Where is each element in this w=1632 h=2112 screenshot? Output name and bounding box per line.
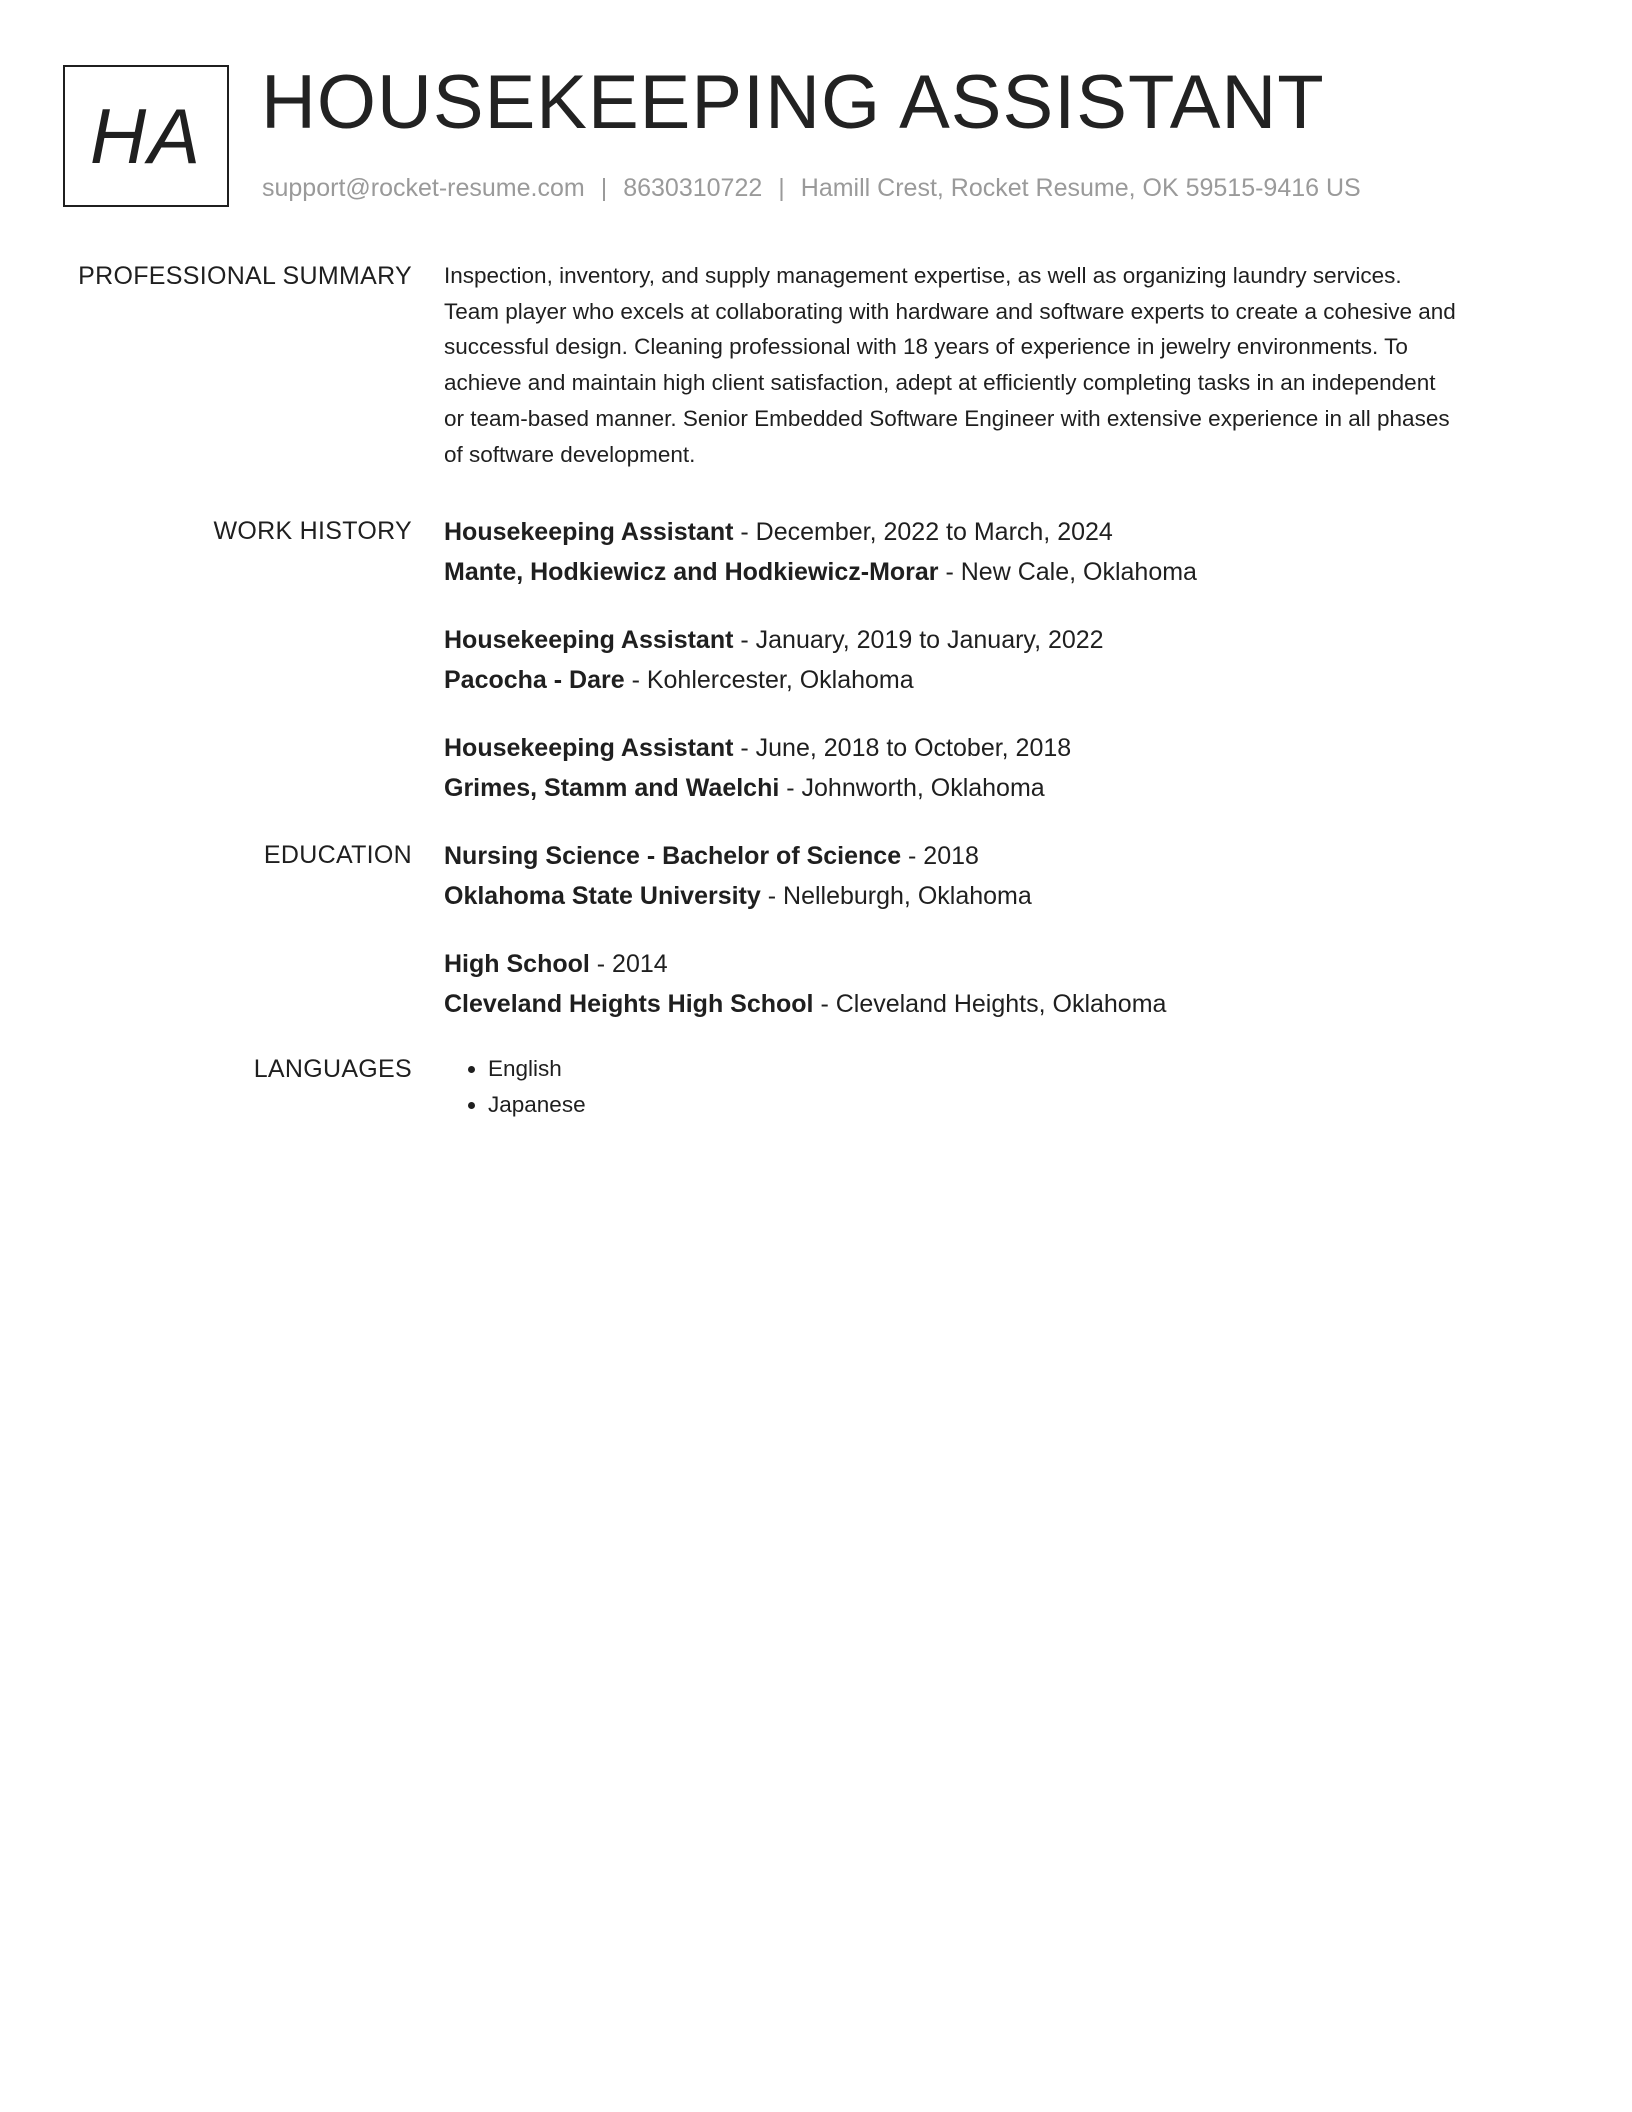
summary-line: Inspection, inventory, and supply management expertise, as well as organizing laundry services.: [444, 263, 1402, 288]
section-languages: [63, 1051, 1563, 1122]
resume-title: HOUSEKEEPING ASSISTANT: [261, 60, 1325, 145]
education-school-line: [444, 985, 1556, 1025]
summary-body: [444, 258, 1556, 472]
job-company-line: [444, 661, 1556, 701]
job-entry: [444, 729, 1556, 808]
education-school: Oklahoma State University: [444, 881, 761, 910]
education-school: Cleveland Heights High School: [444, 989, 814, 1018]
job-title-line: [444, 621, 1556, 661]
job-location: - New Cale, Oklahoma: [938, 557, 1197, 586]
languages-body: [444, 1051, 1556, 1122]
education-entry: [444, 945, 1556, 1024]
summary-line: achieve and maintain high client satisfaction, adept at efficiently completing tasks in an independent: [444, 370, 1436, 396]
language-item: • Japanese: [488, 1087, 1556, 1123]
job-location: - Johnworth, Oklahoma: [779, 773, 1045, 802]
contact-line: [262, 173, 1361, 203]
job-entry: [444, 513, 1556, 592]
job-entry: [444, 621, 1556, 700]
contact-email: support@rocket-resume.com: [262, 174, 585, 202]
summary-line: or team-based manner. Senior Embedded Software Engineer with extensive experience in all phases: [444, 405, 1450, 431]
education-year: - 2018: [901, 842, 979, 871]
summary-paragraph: [444, 258, 1556, 472]
section-label: PROFESSIONAL SUMMARY: [78, 262, 412, 290]
education-location: - Nelleburgh, Oklahoma: [760, 881, 1032, 910]
job-title: Housekeeping Assistant: [444, 626, 734, 655]
job-title: Housekeeping Assistant: [444, 734, 734, 763]
education-degree-line: [444, 837, 1556, 877]
resume-header: [63, 60, 1592, 215]
contact-separator: |: [600, 174, 608, 202]
job-company: Grimes, Stamm and Waelchi: [444, 773, 780, 802]
education-degree: High School: [444, 950, 590, 979]
job-title-line: [444, 513, 1556, 553]
languages-list: [444, 1051, 1556, 1122]
section-label: LANGUAGES: [253, 1055, 412, 1084]
summary-line: of software development.: [444, 441, 696, 467]
work-history-body: [444, 513, 1556, 808]
job-location: - Kohlercester, Oklahoma: [624, 665, 914, 694]
language-item: • English: [488, 1051, 1556, 1087]
monogram-initials: HA: [89, 92, 203, 180]
section-work-history: [63, 513, 1563, 808]
job-dates: - June, 2018 to October, 2018: [733, 734, 1072, 763]
education-entry: [444, 837, 1556, 916]
contact-phone: 8630310722: [623, 174, 763, 202]
job-dates: - January, 2019 to January, 2022: [733, 626, 1104, 655]
monogram-box: [63, 65, 229, 207]
education-body: [444, 837, 1556, 1024]
contact-address: Hamill Crest, Rocket Resume, OK 59515-9416 US: [800, 174, 1361, 202]
job-company: Pacocha - Dare: [444, 665, 625, 694]
resume-body: [63, 258, 1563, 1123]
education-degree-line: [444, 945, 1556, 985]
section-education: [63, 837, 1563, 1024]
job-company: Mante, Hodkiewicz and Hodkiewicz-Morar: [444, 557, 939, 586]
summary-line: successful design. Cleaning professional with 18 years of experience in jewelry environments. To: [444, 334, 1408, 360]
section-label: WORK HISTORY: [213, 517, 412, 546]
job-dates: - December, 2022 to March, 2024: [733, 518, 1113, 547]
job-company-line: [444, 553, 1556, 593]
education-location: - Cleveland Heights, Oklahoma: [813, 989, 1167, 1018]
job-title-line: [444, 729, 1556, 769]
job-company-line: [444, 769, 1556, 809]
education-school-line: [444, 877, 1556, 917]
summary-line: Team player who excels at collaborating with hardware and software experts to create a cohesive and: [444, 298, 1456, 324]
job-title: Housekeeping Assistant: [444, 518, 734, 547]
education-year: - 2014: [589, 950, 668, 979]
education-degree: Nursing Science - Bachelor of Science: [444, 842, 902, 871]
section-label: EDUCATION: [263, 841, 412, 870]
contact-separator: |: [778, 174, 785, 202]
section-professional-summary: [63, 258, 1563, 472]
